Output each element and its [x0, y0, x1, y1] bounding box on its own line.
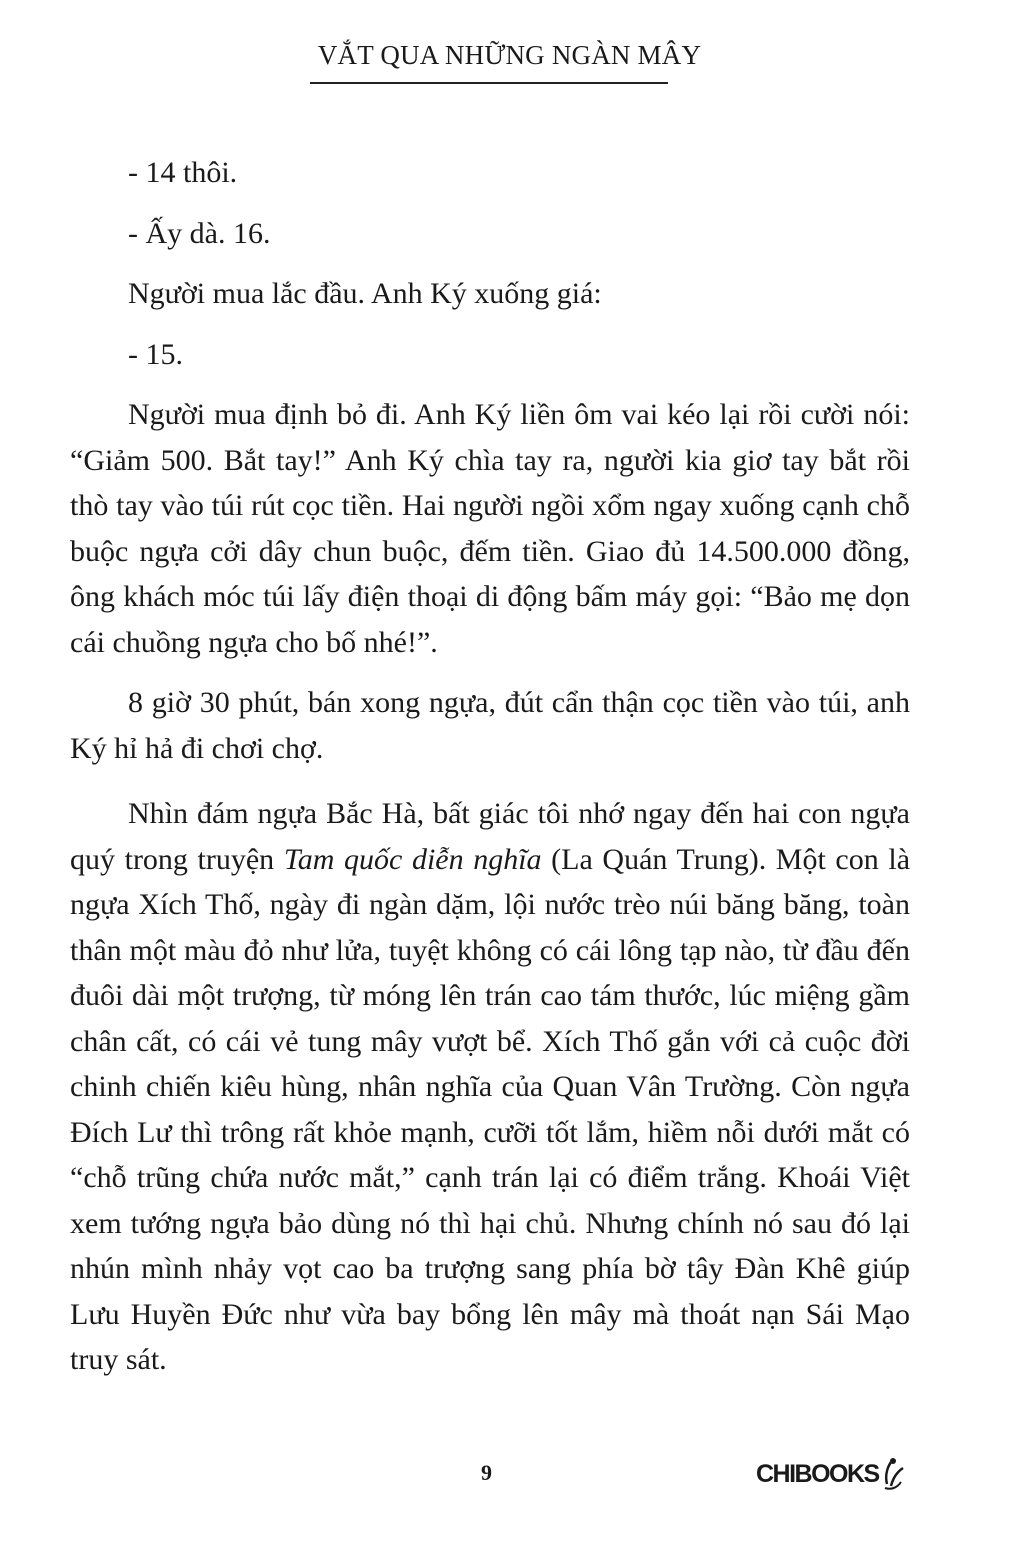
paragraph-text: (La Quán Trung). Một con là ngựa Xích Thố, ngày đi ngàn dặm, lội nước trèo núi băng băng, toàn thân một màu đỏ như lửa, tuyệt không có cái lông tạp nào, từ đầu đến đuôi dài một trượng, từ móng lên trán cao tám thước, lúc miệng gầm chân cất, có cái vẻ tung mây vượt bể. Xích Thố gắn với cả cuộc đời chinh chiến kiêu hùng, nhân nghĩa của Quan Vân Trường. Còn ngựa Đích Lư thì trông rất khỏe mạnh, cưỡi tốt lắm, hiềm nỗi dưới mắt có “chỗ trũng chứa nước mắt,” cạnh trán lại có điểm trắng. Khoái Việt xem tướng ngựa bảo dùng nó thì hại chủ. Nhưng chính nó sau đó lại nhún mình nhảy vọt cao ba trượng sang phía bờ tây Đàn Khê giúp Lưu Huyền Đức như vừa bay bổng lên mây mà thoát nạn Sái Mạo truy sát. — [70, 842, 911, 1376]
paragraph: 8 giờ 30 phút, bán xong ngựa, đút cẩn thận cọc tiền vào túi, anh Ký hỉ hả đi chơi chợ. — [70, 686, 910, 765]
paragraph: Người mua lắc đầu. Anh Ký xuống giá: — [128, 277, 602, 310]
chibooks-logo-icon — [881, 1456, 907, 1492]
book-title: VẮT QUA NHỮNG NGÀN MÂY — [317, 40, 702, 70]
paragraph: - Ấy dà. 16. — [128, 216, 271, 250]
book-reference: Tam quốc diễn nghĩa — [283, 842, 542, 876]
running-header — [0, 40, 1019, 77]
publisher-name: CHIBOOKS — [756, 1459, 879, 1488]
paragraph-text: Nhìn đám ngựa Bắc Hà, bất giác tôi nhớ ngay đến hai con ngựa quý trong truyện — [70, 797, 910, 876]
page-body — [70, 150, 910, 1383]
header-divider — [310, 82, 668, 84]
paragraph: - 14 thôi. — [128, 156, 238, 189]
page-number: 9 — [481, 1460, 492, 1485]
paragraph: Người mua định bỏ đi. Anh Ký liền ôm vai kéo lại rồi cười nói: “Giảm 500. Bắt tay!” Anh Ký chìa tay ra, người kia giơ tay bắt rồi thò tay vào túi rút cọc tiền. Hai người ngồi xổm ngay xuống cạnh chỗ buộc ngựa cởi dây chun buộc, đếm tiền. Giao đủ 14.500.000 đồng, ông khách móc túi lấy điện thoại di động bấm máy gọi: “Bảo mẹ dọn cái chuồng ngựa cho bố nhé!”. — [70, 398, 910, 659]
paragraph: - 15. — [128, 337, 183, 371]
publisher-logo — [756, 1454, 907, 1494]
paragraph — [70, 791, 910, 1383]
